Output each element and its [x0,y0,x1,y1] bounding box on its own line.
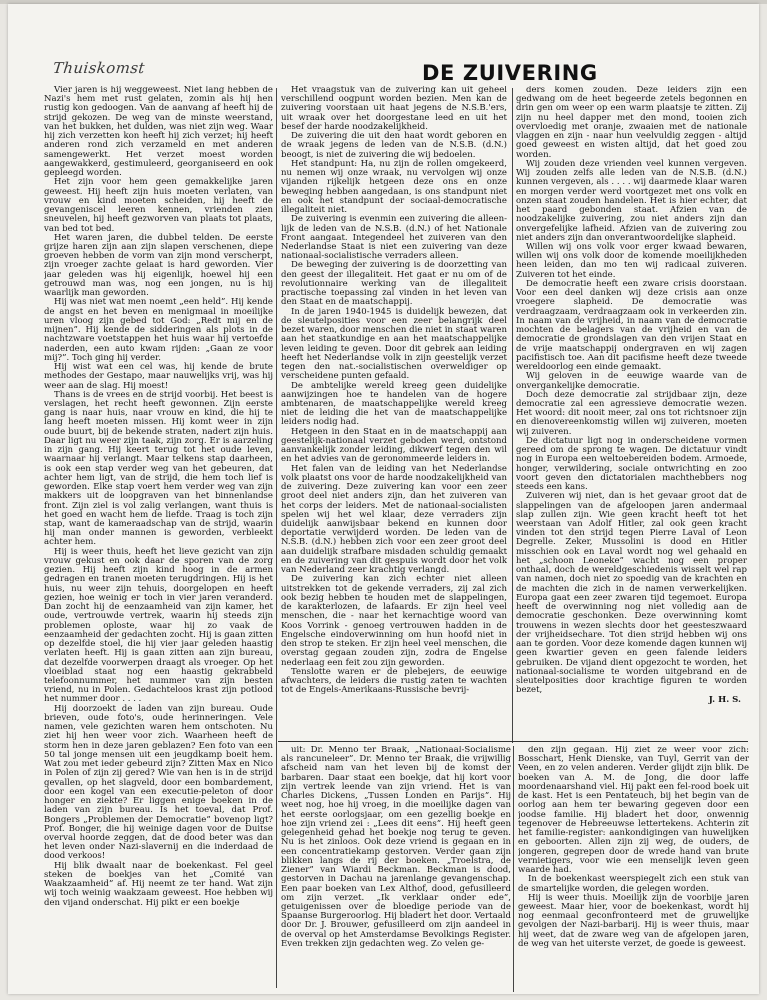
paragraph: Wij zouden deze vrienden veel kunnen vergeven. Wij zouden zelfs alle leden van de N.S.B. (d.N.) kunnen vergeven, als . . . . wij daarmede klaar waren en morgen verder werd voortgezet met ons volk en onzen staat zouden handelen. Het is hier echter, dat het paard gebonden staat. Afzien van de noodzakelijke zuivering, zou niet anders zijn dan onvergefelijke lafheid. Afzien van de zuivering zou niet anders zijn dan onverantwoordelijke slapheid. [516,158,747,243]
paragraph: In de boekenkast weerspiegelt zich een stuk van de smartelijke worden, die gelegen worden. [518,874,749,894]
paragraph: Hij is weer thuis. Moeilijk zijn de voorbije jaren geweest. Maar hier, voor de boekenkast, wordt hij nog eenmaal geconfronteerd met de gruwelijke gevolgen der Nazi-barbarij. Hij is weer thuis, maar hij weet, dat de zware weg van de afgelopen jaren, de weg van het uiterste verzet, de goede is geweest. [518,892,749,949]
zuivering-title: DE ZUIVERING [422,61,598,85]
column-rule [512,88,513,743]
paragraph: Doch deze democratie zal strijdbaar zijn, deze democratie zal een agressieve democratie wezen. Het woord: dit nooit meer, zal ons tot richtsnoer zijn en dienovereenkomstig willen wij zuiveren, moeten wij zuiveren. [516,389,747,437]
paragraph: Hij doorzoekt de laden van zijn bureau. Oude brieven, oude foto's, oude herinneringen. Vele namen, vele gezichten waren hem ontschoten. Nu ziet hij hen weer voor zich. Waarheen heeft de storm hen in deze jaren geblazen? Een foto van een 50 tal jonge mensen uit een jeugdkamp boeit hem. Wat zou met ieder gebeurd zijn? Zitten Max en Nico in Polen of zijn zij gered? Wie van hen is in de strijd gevallen, op het slagveld, door een bombardement, door een kogel van een executie-peleton of door honger en ziekte? Er liggen enige boeken in de laden van zijn bureau. Is het toeval, dat Prof. Bongers „Problemen der Democratie” bovenop ligt? Prof. Bonger, die hij weinige dagen voor de Duitse overval hoorde zeggen, dat de dood beter was dan het leven onder Nazi-slavernij en die inderdaad de dood verkoos! [44,703,273,862]
paragraph: Het falen van de leiding van het Nederlandse volk plaatst ons voor de harde noodzakelijkheid van de zuivering. Deze zuivering kan voor een zeer groot deel niet anders zijn, dan het zuiveren van het corps der leiders. Met de nationaal-socialisten spelen wij het wel klaar, deze verraders zijn duidelijk aanwijsbaar bekend en kunnen door deportatie verwijderd worden. De leden van de N.S.B. (d.N.) hebben zich voor een zeer groot deel aan duidelijk strafbare misdaden schuldig gemaakt en de zuivering van dit gespuis wordt door het volk van Nederland zeer krachtig verlangd. [281,463,507,576]
thuiskomst-continued-1 [281,746,511,994]
paragraph: Zuiveren wij niet, dan is het gevaar groot dat de slappelingen van de afgeloopen jaren andermaal slap zullen zijn. Wie geen kracht heeft tot het weerstaan van Adolf Hitler, zal ook geen kracht vinden tot den strijd tegen Pierre Laval of Leon Degrelle. Zeker, Mussolini is dood en Hitler misschien ook en Laval wordt nog wel gehaald en het „schoon Leoneke” wacht nog een proper onthaal, doch de wereldgeschiedenis wisselt wel rap van namen, doch niet zo spoedig van de krachten en de machten die zich in de namen verwerkelijken. Europa gaat een zeer zwaren tijd tegemoet. Europa heeft de overwinning nog niet volledig aan de democratie geschonken. Deze overwinning komt trouwens in wezen slechts door het geesteszwaard der vrijheidsechare. Tot dien strijd hebben wij ons aan te gorden. Voor deze komende dagen kunnen wij geen kwartier geven en geen falende leiders gebruiken. De vijand dient opgezocht te worden, het nationaal-socialisme te worden uitgebrand en de sleutelposities door krachtige figuren te worden bezet, [516,491,747,696]
paragraph: Het zijn voor hem geen gemakkelijke jaren geweest. Hij heeft zijn huis moeten verlaten, van vrouw en kind moeten scheiden, hij heeft de gevangeniscel leeren kennen, vrienden zien sneuvelen, hij heeft gezworven van plaats tot plaats, van bed tot bed. [44,177,273,234]
paragraph: Tenslotte waren er de plebejers, de eeuwige afwachters, de leiders die rustig zaten te wachten tot de Engels-Amerikaans-Russische bevrij- [281,666,507,696]
paragraph: Het waren jaren, die dubbel telden. De eerste grijze haren zijn aan zijn slapen verschenen, diepe groeven hebben de vorm van zijn mond verscherpt, zijn vroeger zachte gelaat is hard geworden. Vier jaar geleden was hij eigenlijk, hoewel hij een getrouwd man was, nog een jongen, nu is hij waarlijk man geworden. [44,232,273,299]
paragraph: den zijn gegaan. Hij ziet ze weer voor zich: Bosschart, Henk Dienske, van Tuyl, Gerrit van der Veen, en zo velen anderen. Verder glijdt zijn blik. De boeken van A. M. de Jong, die door laffe moordenaarshand viel. Hij pakt een fel-rood boek uit de kast. Het is een Pentateuch, bij het begin van de oorlog aan hem ter bewaring gegeven door een joodse familie. Hij bladert het door, onwennig tegenover de Hebreeuwse lettertekens. Achterin zit het familie-register: aankondigingen van huwelijken en geboorten. Allen zijn zij weg, de ouders, de jongeren, gegrepen door de wrede hand van brute vernietigers, voor wie een menselijk leven geen waarde had. [518,746,749,876]
newspaper-page [8,4,759,994]
paragraph: Het standpunt: Ha, nu zijn de rollen omgekeerd, nu nemen wij onze wraak, nu vervolgen wij onze vijanden rijkelijk hetgeen deze ons en onze beweging hebben aangedaan, is ons standpunt niet en ook het standpunt der sociaal-democratische illegaliteit niet. [281,158,507,216]
paragraph: De dictatuur ligt nog in onderscheidene vormen gereed om de sprong te wagen. De dictatuur vindt nog in Europa een weltoebereiden bodem. Armoede, honger, verwildering, sociale ontwrichting en zoo voort geven den dictatorialen machthebbers nog steeds een kans. [516,435,747,493]
column-rule [513,746,514,992]
paragraph: Hij blik dwaalt naar de boekenkast. Fel geel steken de boekjes van het „Comité van Waakzaamheid” af. Hij neemt ze ter hand. Wat zijn wij toch weinig waakzaam geweest. Hoe hebben wij den vijand onderschat. Hij pikt er een boekje [44,860,273,908]
paragraph: De zuivering die uit den haat wordt geboren en de wraak jegens de leden van de N.S.B. (d.N.) beoogt, is niet de zuivering die wij bedoelen. [281,131,507,160]
paragraph: In de jaren 1940-1945 is duidelijk bewezen, dat de sleutelposities voor een zeer belangrijk deel bezet waren, door menschen die niet in staat waren aan het staatkundige en aan het maatschappelijke leven leiding te geven. Door dit gebrek aan leiding heeft het Nederlandse volk in zijn geestelijk verzet tegen den nat.-socialistischen overweldiger op verscheidene punten gefaald. [281,306,507,382]
paragraph: Thans is de vrees en de strijd voorbij. Het beest is verslagen, het recht heeft gewonnen. Zijn eerste gang is naar huis, naar vrouw en kind, die hij te lang heeft moeten missen. Hij komt weer in zijn oude buurt, bij de bekende straten, nadert zijn huis. Daar ligt nu weer zijn taak, zijn zorg. Er is aarzeling in zijn gang. Hij keert terug tot het oude leven, waarnaar hij verlangt. Maar telkens stap daarheen, is ook een stap verder weg van het gebeuren, dat achter hem ligt, van de strijd, die hem toch lief is geworden. Elke stap voert hem verder weg van zijn makkers uit de loopgraven van het binnenlandse front. Zijn ziel is vol zalig verlangen, want thuis is het goed en wacht hem de liefde. Traag is toch zijn stap, want de kameraadschap van de strijd, waarin hij man onder mannen is geworden, verbleekt achter hem. [44,389,273,548]
paragraph: De zuivering kan zich echter niet alleen uitstrekken tot de gekende verraders, zij zal zich ook bezig hebben te houden met de slappelingen, de karakterlozen, de lafaards. Er zijn heel veel menschen, die - naar het kernachtige woord van Koos Vorrink - genoeg vertrouwen hadden in de Engelsche eindoverwinning om hun hoofd niet in den strop te steken. Er zijn heel veel menschen, die overstag gegaan zouden zijn, zodra de Engelse nederlaag een feit zou zijn geworden. [281,574,507,668]
paragraph: Vier jaren is hij weggeweest. Niet lang hebben de Nazi's hem met rust gelaten, zomin als hij hen rustig kon gedoogen. Van de aanvang af heeft hij de strijd gekozen. De weg van de minste weerstand, van het bukken, het dulden, was niet zijn weg. Waar hij zich verzetten kon heeft hij zich verzet; hij heeft anderen rond zich verzameld en met anderen samengewerkt. Het verzet moest worden aangewakkerd, gestimuleerd, georganiseerd en ook gepleegd worden. [44,86,273,179]
zuivering-column-2 [516,86,747,743]
paragraph: Hij wist wat een cel was, hij kende de brute methodes der Gestapo, maar nauwelijks vrij, was hij weer aan de slag. Hij moest! [44,362,273,391]
thuiskomst-column [44,86,273,991]
paragraph: Willen wij ons volk voor erger kwaad bewaren, willen wij ons volk door de komende moeilijkheden heen leiden, dan mo ten wij radicaal zuiveren. Zuiveren tot het einde. [516,241,747,280]
paragraph: Hij was niet wat men noemt „een held”. Hij kende de angst en het beven en menigmaal in moeilijke uren vloog zijn gebed tot God: „Redt mij en de mijnen”. Hij kende de sidderingen als plots in de nachtzware voetstappen het huis waar hij vertoefde naderden, een auto kwam rijden: „Gaan ze voor mij?”. Toch ging hij verder. [44,297,273,363]
thuiskomst-title: Thuiskomst [52,59,146,77]
column-rule [276,88,277,988]
paragraph: De beweging der zuivering is de doorzetting van den geest der illegaliteit. Het gaat er nu om of de revolutionnaire werking van de illegaliteit practische toepassing zal vinden in het leven van den Staat en de maatschappij. [281,260,507,308]
paragraph: Hetgeen in den Staat en in de maatschappij aan geestelijk-nationaal verzet geboden werd, ontstond aanvankelijk zonder leiding, dikwerf tegen den wil en het advies van de geronommeerde leiders in. [281,426,507,465]
paragraph: De democratie heeft een zware crisis doorstaan. Voor een deel danken wij deze crisis aan onze vroegere slapheid. De democratie was verdraagzaam, verdraagzaam ook in verkeerden zin. In naam van de vrijheid, in naam van de democratie mochten de belagers van de vrijheid en van de democratie de grondslagen van den vrijen Staat en de vrije maatschappij ondergraven en wij zagen pacifistisch toe. Aan dit pacifisme heeft deze tweede wereldoorlog een einde gemaakt. [516,278,747,373]
paragraph: uit: Dr. Menno ter Braak, „Nationaal-Socialisme als rancuneleer”. Dr. Menno ter Braak, die vrijwillig afscheid nam van het leven bij de komst der barbaren. Daar staat een boekje, dat hij kort voor zijn vertrek leende van zijn vriend. Het is van Charles Dickens, „Tussen Londen en Parijs”. Hij weet nog, hoe hij vroeg, in die moeilijke dagen van het eerste oorlogsjaar, om een gezellig boekje en hoe zijn vriend zei : „Lees dit eens”. Hij heeft geen gelegenheid gehad het boekje nog terug te geven. Nu is het zinloos. Ook deze vriend is gegaan en in een concentratiekamp gestorven. Verder gaan zijn blikken langs de rij der boeken. „Troelstra, de Ziener” van Wiardi Beckman. Beckman is dood, gestorven in Dachau na jarenlange gevangenschap. Een paar boeken van Lex Althof, dood, gefusilleerd om zijn verzet. „Ik verklaar onder ede”, getuigenissen over de bloedige periode van de Spaanse Burgeroorlog. Hij bladert het door. Vertaald door Dr. J. Brouwer, gefusilleerd om zijn aandeel in de overval op het Amsterdamse Bevolkings Register. Even trekken zijn gedachten weg. Zo velen ge- [281,746,511,949]
paragraph: Hij is weer thuis, heeft het lieve gezicht van zijn vrouw gekust en ook daar de sporen van de zorg gezien. Hij heeft zijn kind hoog in de armen gedragen en tranen moeten terugdringen. Hij is het huis, nu weer zijn tehuis, doorgelopen en heeft gezien, hoe weinig er toch in vier jaren veranderd. Dan zocht hij de eenzaamheid van zijn kamer, het oude, vertrouwde vertrek, waarin hij steeds zijn problemen oploste, waar hij zo vaak de eenzaamheid der gedachten zocht. Hij is gaan zitten op dezelfde stoel, die hij vier jaar geleden haastig verlaten heeft. Hij is gaan zitten aan zijn bureau, dat dezelfde voorwerpen draagt als vroeger. Op het vloeiblad staat nog een haastig gekrabbeld telefoonnummer, het nummer van zijn besten vriend, nu in Polen. Gedachteloos krast zijn potlood het nummer door . . . . [44,546,273,705]
thuiskomst-continued-2 [518,746,749,994]
author-signature: J. H. S. [708,695,741,706]
paragraph: De ambtelijke wereld kreeg geen duidelijke aanwijzingen hoe te handelen van de hogere ambtenaren, de maatschappelijke wereld kreeg niet de leiding die het van de maatschappelijke leiders nodig had. [281,380,507,428]
paragraph: De zuivering is evenmin een zuivering die alleen-lijk de leden van de N.S.B. (d.N.) of het Nationale Front aangaat. Integendeel het zuiveren van den Nederlandse Staat is niet een zuivering van deze nationaal-socialistische verraders alleen. [281,214,507,262]
paragraph: Wij geloven in de eeuwige waarde van de onvergankelijke democratie. [516,371,747,391]
zuivering-column-1 [281,86,507,743]
paragraph: Het vraagstuk van de zuivering kan uit geheel verschillend oogpunt worden bezien. Men kan de zuivering voorstaan uit haat jegens de N.S.B.'ers, uit wraak over het doorgestane leed en uit het besef der harde noodzakelijkheid. [281,86,507,132]
paragraph: ders komen zouden. Deze leiders zijn een gedwang om de heet begeerde zetels begonnen en drin gen om weer op een warm plaatsje te zitten. Zij zijn nu heel dapper met den mond, tooien zich overvloedig met oranje, zwaaien met de nationale vlaggen en zijn - naar hun veelvuldig zeggen - altijd goed geweest en wisten altijd, dat het goed zou worden. [516,86,747,160]
